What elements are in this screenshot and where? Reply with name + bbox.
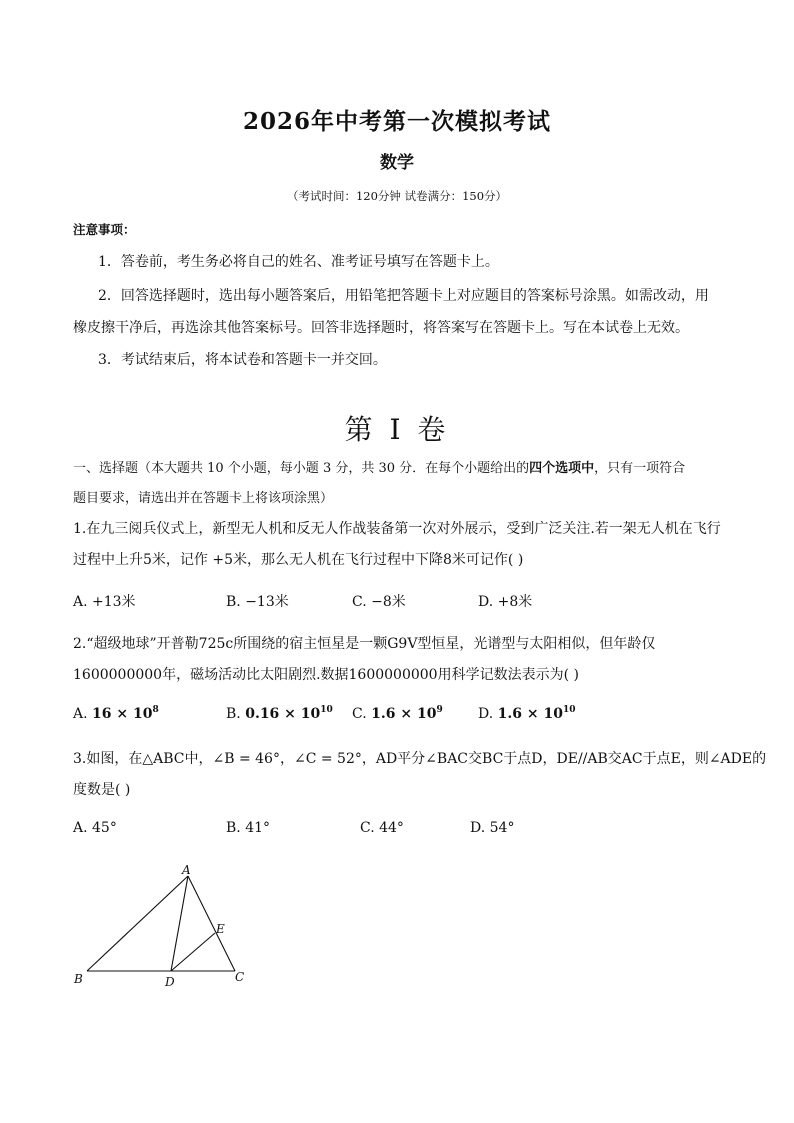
q3-option-b: B. 41° [226, 820, 271, 836]
q2-text-line-1: 2.“超级地球”开普勒725c所围绕的宿主恒星是一颗G9V型恒星，光谱型与太阳相似，但年龄仅 [73, 636, 656, 652]
section-heading-line-2: 题目要求，请选出并在答题卡上将该项涂黑） [73, 491, 334, 506]
q3-option-a: A. 45° [73, 820, 117, 836]
option-exponent: 9 [436, 705, 443, 715]
page-title: 2026年中考第一次模拟考试 [242, 108, 551, 135]
label-e: E [216, 922, 225, 936]
option-label: B. [226, 706, 241, 722]
segment-de [171, 933, 215, 971]
section-heading-part-c: ，只有一项符合 [594, 461, 686, 476]
q2-text-line-2: 1600000000年，磁场活动比太阳剧烈.数据1600000000用科学记数法表示为( ) [73, 667, 579, 683]
option-exponent: 10 [320, 705, 333, 715]
q1-text-line-1: 1.在九三阅兵仪式上，新型无人机和反无人作战装备第一次对外展示，受到广泛关注.若一架无人机在飞行 [73, 521, 721, 537]
q1-option-b: B. −13米 [226, 594, 289, 610]
volume-title: 第 I 卷 [344, 413, 450, 446]
q3-option-d: D. 54° [470, 820, 515, 836]
q2-option-d [478, 706, 576, 722]
option-base: 0.16 × 10 [245, 706, 321, 722]
section-heading-part-a: 一、选择题（本大题共 10 个小题，每小题 3 分，共 30 分．在每个小题给出的 [73, 461, 530, 476]
q2-option-b [226, 706, 333, 722]
notice-item-3: 3．考试结束后，将本试卷和答题卡一并交回。 [98, 352, 387, 368]
option-exponent: 10 [562, 705, 576, 715]
triangle-figure [70, 864, 260, 994]
option-base: 1.6 × 10 [371, 706, 437, 722]
option-label: D. [478, 706, 494, 722]
q1-option-d: D. +8米 [478, 594, 533, 610]
option-label: A. [73, 706, 88, 722]
q2-option-c [352, 706, 443, 722]
subject-title: 数学 [380, 153, 414, 173]
label-d: D [165, 975, 175, 989]
notice-item-2-line-2: 橡皮擦干净后，再选涂其他答案标号。回答非选择题时，将答案写在答题卡上。写在本试卷上无效。 [73, 320, 689, 336]
q3-text-line-2: 度数是( ) [73, 782, 131, 798]
q1-option-a: A. +13米 [73, 594, 136, 610]
option-base: 16 × 10 [92, 706, 153, 722]
section-heading-emphasis: 四个选项中 [529, 461, 595, 476]
section-heading-line-1 [73, 457, 685, 476]
q1-option-c: C. −8米 [352, 594, 406, 610]
label-a: A [182, 864, 191, 877]
segment-ac [188, 876, 235, 971]
option-exponent: 8 [152, 705, 159, 715]
exam-info: （考试时间：120分钟 试卷满分：150分） [286, 189, 508, 203]
notice-item-1: 1．答卷前，考生务必将自己的姓名、准考证号填写在答题卡上。 [98, 254, 499, 270]
q1-text-line-2: 过程中上升5米，记作 +5米，那么无人机在飞行过程中下降8米可记作( ) [73, 552, 524, 568]
notice-heading: 注意事项： [73, 222, 136, 237]
q3-option-c: C. 44° [360, 820, 404, 836]
option-base: 1.6 × 10 [497, 706, 563, 722]
label-b: B [74, 972, 83, 986]
notice-item-2-line-1: 2．回答选择题时，选出每小题答案后，用铅笔把答题卡上对应题目的答案标号涂黑。如需改动，用 [98, 288, 709, 304]
segment-ab [87, 876, 188, 971]
q3-text-line-1: 3.如图，在△ABC中，∠B = 46°，∠C = 52°，AD平分∠BAC交BC于点D，DE//AB交AC于点E，则∠ADE的 [73, 751, 767, 767]
q2-option-a [73, 706, 159, 722]
label-c: C [235, 970, 245, 984]
option-label: C. [352, 706, 367, 722]
